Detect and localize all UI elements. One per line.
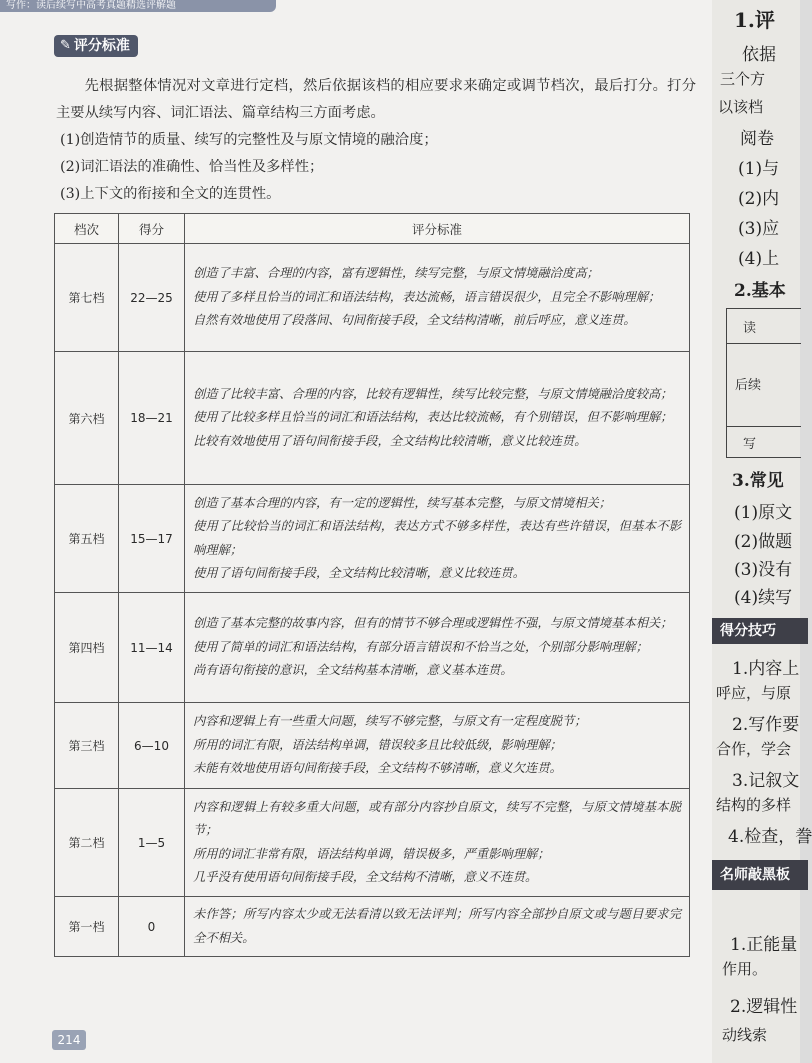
criterion-3: (3)上下文的衔接和全文的连贯性。 — [60, 186, 281, 202]
rp-line: (2)内 — [738, 189, 780, 209]
criteria-line: 尚有语句衔接的意识，全文结构基本清晰，意义基本连贯。 — [193, 663, 513, 678]
rp-line: (4)上 — [738, 249, 780, 269]
rp-line: 4.检查，誊 — [728, 827, 812, 847]
rp-line: (3)没有 — [734, 560, 793, 580]
rp-table-row — [727, 309, 801, 344]
score-cell: 11—14 — [119, 593, 185, 703]
rp-line: 三个方 — [720, 70, 766, 88]
rp-table-cell: 读 — [743, 321, 757, 336]
intro-block — [56, 73, 696, 208]
rp-heading-1: 1.评 — [734, 8, 775, 32]
criteria-cell — [185, 244, 690, 352]
criteria-line: 比较有效地使用了语句间衔接手段，全文结构比较清晰，意义比较连贯。 — [193, 433, 587, 448]
criteria-cell — [185, 897, 690, 957]
criteria-line: 创造了丰富、合理的内容，富有逻辑性，续写完整，与原文情境融洽度高； — [193, 266, 599, 281]
table-row — [55, 897, 690, 957]
rp-line: (3)应 — [738, 219, 780, 239]
criteria-line: 内容和逻辑上有较多重大问题，或有部分内容抄自原文，续写不完整，与原文情境基本脱节； — [193, 799, 681, 837]
criteria-cell — [185, 485, 690, 593]
rp-line: 1.内容上 — [732, 659, 800, 679]
criteria-line: 使用了多样且恰当的词汇和语法结构，表达流畅，语言错误很少，且完全不影响理解； — [193, 289, 661, 304]
rp-line: (2)做题 — [734, 532, 793, 552]
rp-mini-table — [726, 308, 801, 458]
criteria-line: 自然有效地使用了段落间、句间衔接手段，全文结构清晰，前后呼应，意义连贯。 — [193, 313, 636, 328]
rubric-table — [54, 213, 690, 957]
table-row — [55, 485, 690, 593]
rp-heading-2: 2.基本 — [734, 281, 786, 301]
rp-line: 以该档 — [718, 98, 764, 116]
level-cell: 第四档 — [55, 593, 119, 703]
rp-line: 阅卷 — [740, 129, 774, 149]
level-cell: 第二档 — [55, 789, 119, 897]
score-cell: 18—21 — [119, 352, 185, 485]
criteria-line: 未能有效地使用语句间衔接手段，全文结构不够清晰，意义欠连贯。 — [193, 761, 562, 776]
rp-line: (1)原文 — [734, 503, 793, 523]
score-cell: 15—17 — [119, 485, 185, 593]
criteria-line: 创造了基本合理的内容，有一定的逻辑性，续写基本完整，与原文情境相关； — [193, 495, 612, 510]
score-cell: 6—10 — [119, 703, 185, 789]
score-cell: 1—5 — [119, 789, 185, 897]
header-score: 得分 — [119, 214, 185, 244]
table-row — [55, 352, 690, 485]
rp-line: 合作，学会 — [716, 740, 792, 758]
rp-table-cell: 后续 — [735, 378, 762, 393]
criterion-1: (1)创造情节的质量、续写的完整性及与原文情境的融洽度； — [60, 132, 438, 148]
rp-line: 3.记叙文 — [732, 771, 800, 791]
rp-line: 结构的多样 — [716, 796, 792, 814]
rp-band-tips: 得分技巧 — [712, 618, 808, 644]
rp-line: 呼应，与原 — [716, 684, 792, 702]
criteria-line: 内容和逻辑上有一些重大问题，续写不够完整，与原文有一定程度脱节； — [193, 714, 587, 729]
rp-table-row — [727, 344, 801, 427]
intro-paragraph: 先根据整体情况对文章进行定档，然后依据该档的相应要求来确定或调节档次，最后打分。打分主要从续写内容、词汇语法、篇章结构三方面考虑。 — [56, 78, 696, 121]
header-criteria: 评分标准 — [185, 214, 690, 244]
criteria-cell — [185, 593, 690, 703]
rp-line: (1)与 — [738, 159, 780, 179]
rp-line: 作用。 — [722, 960, 768, 978]
level-cell: 第五档 — [55, 485, 119, 593]
criteria-line: 使用了比较多样且恰当的词汇和语法结构，表达比较流畅，有个别错误，但不影响理解； — [193, 410, 673, 425]
rp-table-cell: 写 — [743, 437, 757, 452]
criteria-line: 使用了比较恰当的词汇和语法结构，表达方式不够多样性，表达有些许错误，但基本不影响理解； — [193, 519, 681, 557]
criteria-line: 使用了语句间衔接手段，全文结构比较清晰，意义比较连贯。 — [193, 566, 526, 580]
table-row — [55, 789, 690, 897]
criteria-line: 创造了基本完整的故事内容，但有的情节不够合理或逻辑性不强，与原文情境基本相关； — [193, 616, 673, 631]
criteria-line: 所用的词汇有限，语法结构单调，错误较多且比较低级，影响理解； — [193, 737, 562, 752]
rp-heading-3: 3.常见 — [732, 471, 784, 491]
criteria-cell — [185, 789, 690, 897]
table-header-row — [55, 214, 690, 244]
criteria-line: 几乎没有使用语句间衔接手段，全文结构不清晰，意义不连贯。 — [193, 870, 538, 884]
running-header: 写作：读后续写中高考真题精选评解题 — [0, 0, 276, 12]
rp-table-row — [727, 427, 801, 456]
rp-line: (4)续写 — [734, 588, 793, 608]
criteria-line: 创造了比较丰富、合理的内容，比较有逻辑性，续写比较完整，与原文情境融洽度较高； — [193, 386, 673, 401]
score-cell: 22—25 — [119, 244, 185, 352]
level-cell: 第三档 — [55, 703, 119, 789]
rp-line: 依据 — [742, 45, 776, 65]
table-row — [55, 703, 690, 789]
criterion-2: (2)词汇语法的准确性、恰当性及多样性； — [60, 159, 324, 175]
level-cell: 第一档 — [55, 897, 119, 957]
criteria-line: 所用的词汇非常有限，语法结构单调，错误极多，严重影响理解； — [193, 846, 550, 861]
rp-line: 1.正能量 — [730, 935, 798, 955]
score-cell: 0 — [119, 897, 185, 957]
level-cell: 第七档 — [55, 244, 119, 352]
header-level: 档次 — [55, 214, 119, 244]
criteria-cell — [185, 352, 690, 485]
pencil-icon: ✎ — [60, 38, 71, 53]
rp-band-teacher: 名师敲黑板 — [712, 860, 808, 890]
right-page — [712, 0, 812, 1063]
rp-line: 动线索 — [722, 1026, 768, 1044]
table-row — [55, 244, 690, 352]
criteria-line: 使用了简单的词汇和语法结构，有部分语言错误和不恰当之处，个别部分影响理解； — [193, 639, 648, 654]
level-cell: 第六档 — [55, 352, 119, 485]
section-title: 评分标准 — [73, 38, 130, 54]
rp-line: 2.逻辑性 — [730, 997, 798, 1017]
criteria-line: 未作答；所写内容太少或无法看清以致无法评判；所写内容全部抄自原文或与题目要求完全不相关。 — [193, 907, 681, 945]
criteria-cell — [185, 703, 690, 789]
rp-line: 2.写作要 — [732, 715, 800, 735]
page-number: 214 — [52, 1030, 86, 1050]
section-title-tag — [54, 35, 138, 57]
table-row — [55, 593, 690, 703]
